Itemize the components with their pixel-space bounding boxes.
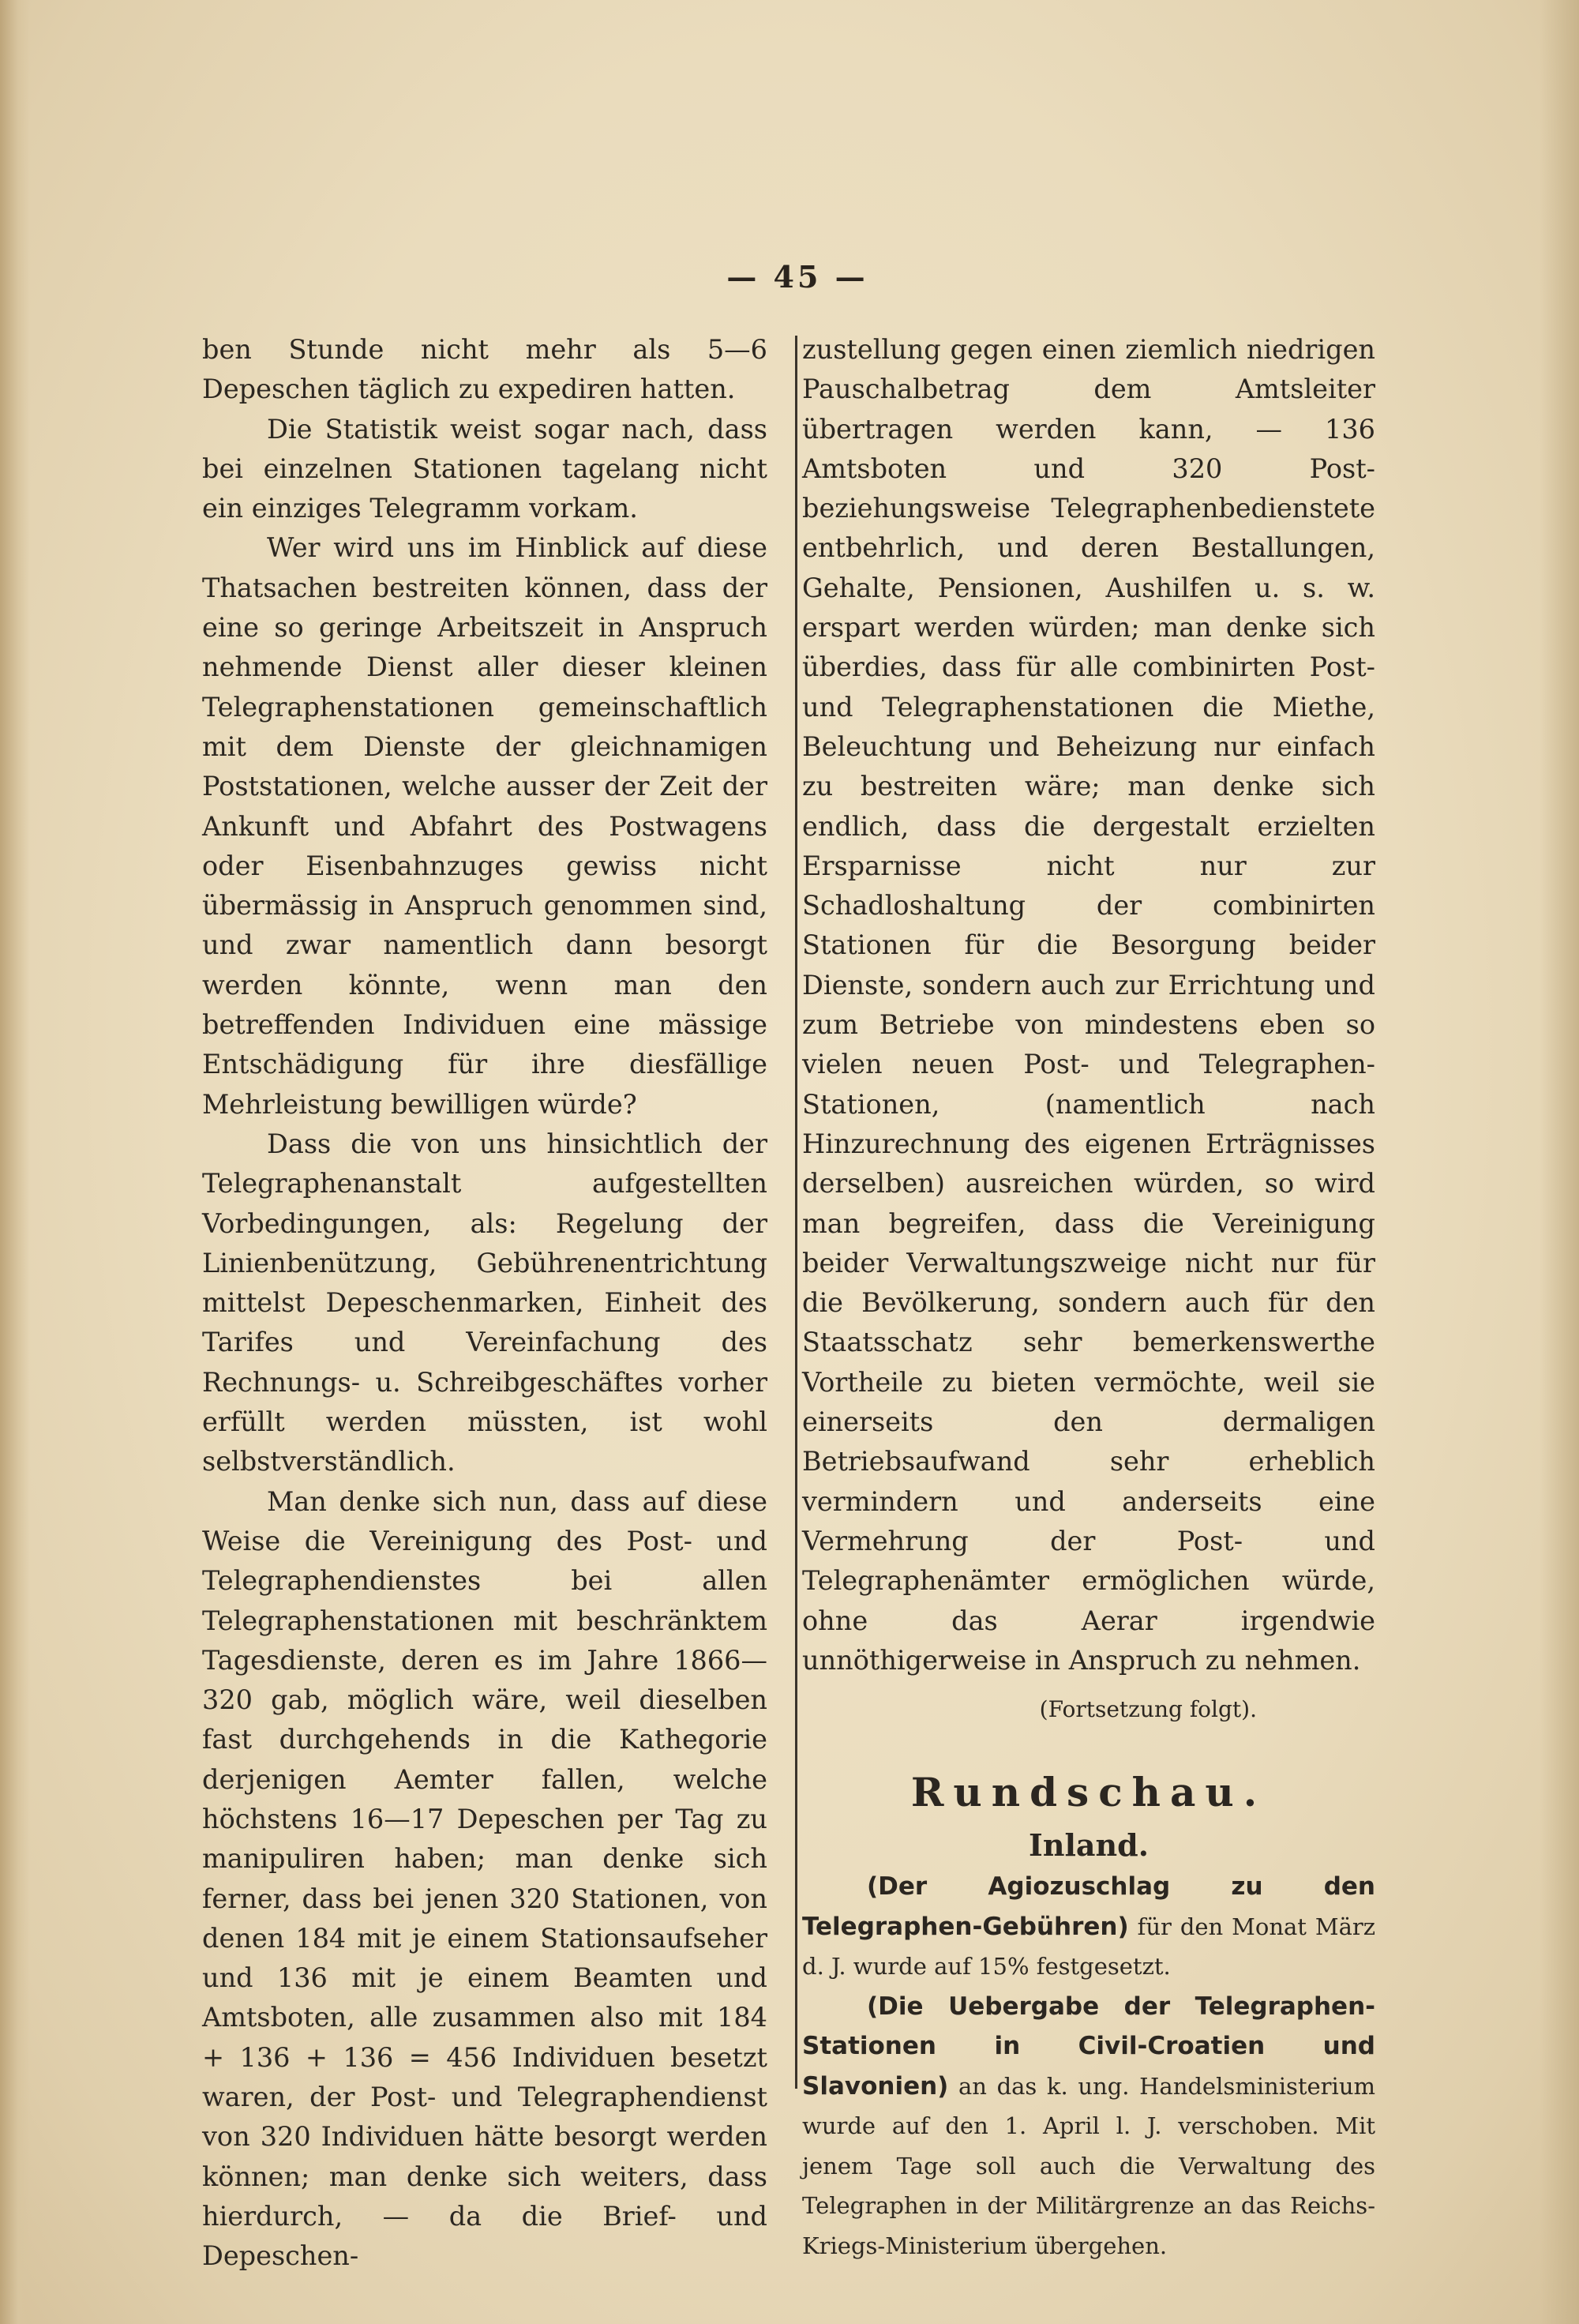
news-item-1-headline: (Der Agiozuschlag zu den Telegraphen-Gebühren)	[802, 1872, 1375, 1941]
left-paragraph-4: Dass die von uns hinsichtlich der Telegraphenanstalt aufgestellten Vorbedingungen, als: Regelung der Linienbenützung, Gebührenentrichtung mittelst Depeschenmarken, Einheit des Tarifes und Vereinfachung des Rechnungs- u. Schreibgeschäftes vorher erfüllt werden müssten, ist wohl selbstverständlich.	[202, 1128, 767, 1477]
right-paragraph-1: zustellung gegen einen ziemlich niedrigen Pauschalbetrag dem Amtsleiter übertragen werden kann, — 136 Amtsboten und 320 Post- beziehungsweise Telegraphenbedienstete entbehrlich, und deren Bestallungen, Gehalte, Pensionen, Aushilfen u. s. w. erspart werden würden; man denke sich überdies, dass für alle combinirten Post- und Telegraphenstationen die Miethe, Beleuchtung und Beheizung nur einfach zu bestreiten wäre; man denke sich endlich, dass die dergestalt erzielten Ersparnisse nicht nur zur Schadloshaltung der combinirten Stationen für die Besorgung beider Dienste, sondern auch zur Errichtung und zum Betriebe von mindestens eben so vielen neuen Post- und Telegraphen-Stationen, (namentlich nach Hinzurechnung des eigenen Erträgnisses derselben) ausreichen würden, so wird man begreifen, dass die Vereinigung beider Verwaltungszweige nicht nur für die Bevölkerung, sondern auch für den Staatsschatz sehr bemerkenswerthe Vortheile zu bieten vermöchte, weil sie einerseits den dermaligen Betriebsaufwand sehr erheblich vermindern und anderseits eine Vermehrung der Post- und Telegraphenämter ermöglichen würde, ohne das Aerar irgendwie unnöthigerweise in Anspruch zu nehmen.	[802, 334, 1375, 1676]
news-item-1-text: für den Monat März d. J. wurde auf 15% festgesetzt.	[802, 1913, 1375, 1980]
left-paragraph-3: Wer wird uns im Hinblick auf diese Thatsachen bestreiten können, dass der eine so geringe Arbeitszeit in Anspruch nehmende Dienst aller dieser kleinen Telegraphenstationen gemeinschaftlich mit dem Dienste der gleichnamigen Poststationen, welche ausser der Zeit der Ankunft und Abfahrt des Postwagens oder Eisenbahnzuges gewiss nicht übermässig in Anspruch genommen sind, und zwar namentlich dann besorgt werden könnte, wenn man den betreffenden Individuen eine mässige Entschädigung für ihre diesfällige Mehrleistung bewilligen würde?	[202, 532, 767, 1120]
left-paragraph-2: Die Statistik weist sogar nach, dass bei einzelnen Stationen tagelang nicht ein einziges Telegramm vorkam.	[202, 413, 767, 524]
news-item-2-headline: (Die Uebergabe der Telegraphen-Stationen in Civil-Croatien und Slavonien)	[802, 1992, 1375, 2101]
page-number: — 45 —	[726, 259, 868, 295]
left-paragraph-1: ben Stunde nicht mehr als 5—6 Depeschen täglich zu expediren hatten.	[202, 334, 767, 405]
subsection-title: Inland.	[1029, 1827, 1149, 1864]
news-item-2	[802, 1987, 1375, 2266]
news-item-2-text: an das k. ung. Handelsministerium wurde auf den 1. April l. J. verschoben. Mit jenem Tage soll auch die Verwaltung des Telegraphen in der Militärgrenze an das Reichs-Kriegs-Ministerium übergehen.	[802, 2072, 1375, 2259]
section-title: Rundschau.	[910, 1769, 1267, 1816]
left-paragraph-5: Man denke sich nun, dass auf diese Weise die Vereinigung des Post- und Telegraphendienstes bei allen Telegraphenstationen mit beschränktem Tagesdienste, deren es im Jahre 1866—320 gab, möglich wäre, weil dieselben fast durchgehends in die Kathegorie derjenigen Aemter fallen, welche höchstens 16—17 Depeschen per Tag zu manipuliren haben; man denke sich ferner, dass bei jenen 320 Stationen, von denen 184 mit je einem Stationsaufseher und 136 mit je einem Beamten und Amtsboten, alle zusammen also mit 184 + 136 + 136 = 456 Individuen besetzt waren, der Post- und Telegraphendienst von 320 Individuen hätte besorgt werden können; man denke sich weiters, dass hierdurch, — da die Brief- und Depeschen-	[202, 1485, 767, 2272]
right-column	[802, 330, 1375, 2266]
page-left-edge	[0, 0, 30, 2324]
page-right-edge	[1540, 0, 1579, 2324]
news-item-1	[802, 1867, 1375, 1987]
continuation-note: (Fortsetzung folgt).	[1039, 1696, 1257, 1723]
column-divider	[795, 336, 797, 2089]
left-column	[202, 330, 767, 2277]
